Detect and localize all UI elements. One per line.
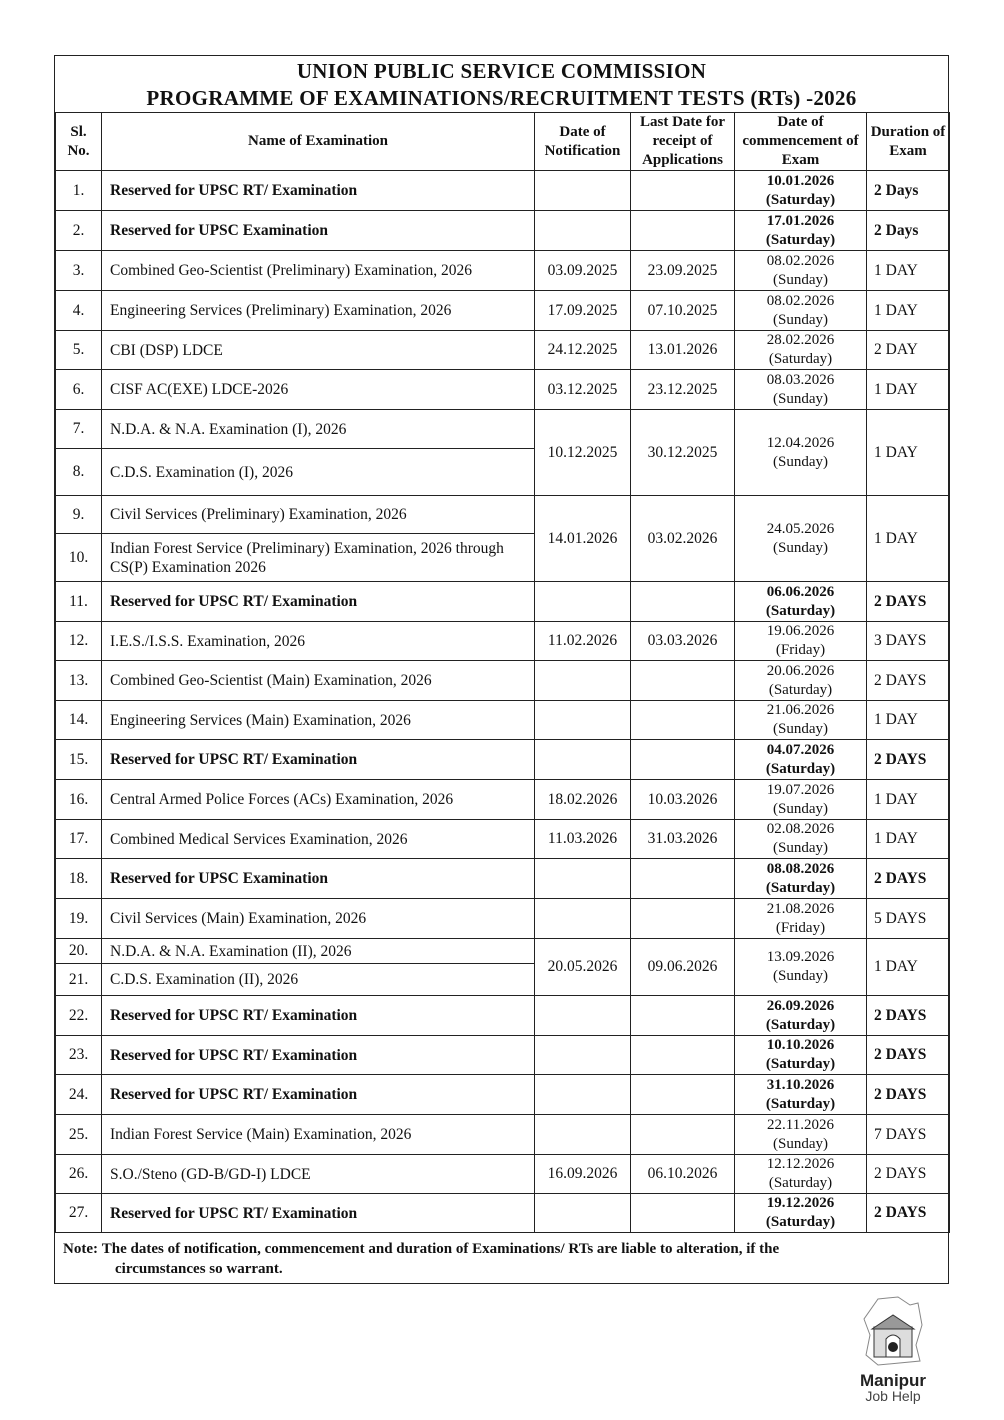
exam-duration: 2 DAY	[867, 331, 950, 370]
exam-name: S.O./Steno (GD-B/GD-I) LDCE	[102, 1155, 535, 1194]
exam-duration: 1 DAY	[867, 370, 950, 410]
header-commencement: Date of commencement of Exam	[735, 113, 867, 171]
exam-date: 19.12.2026	[766, 1195, 835, 1211]
serial-number: 22.	[56, 996, 102, 1036]
notification-date: 11.03.2026	[535, 820, 631, 859]
last-date	[631, 171, 735, 211]
exam-duration: 2 DAYS	[867, 1075, 950, 1115]
exam-date: 04.07.2026	[766, 741, 835, 758]
exam-date: 12.12.2026	[766, 1156, 835, 1172]
serial-number: 2.	[56, 211, 102, 251]
note	[55, 1233, 948, 1283]
notification-date: 11.02.2026	[535, 622, 631, 661]
notification-date: 24.12.2025	[535, 331, 631, 370]
exam-day: (Saturday)	[765, 231, 836, 248]
exam-duration: 2 DAYS	[867, 1194, 950, 1233]
commencement-date	[735, 859, 867, 899]
commencement-date	[735, 1115, 867, 1155]
exam-duration: 2 DAYS	[867, 1155, 950, 1194]
exam-day: (Saturday)	[768, 1175, 833, 1191]
exam-date: 20.06.2026	[766, 662, 835, 679]
serial-number: 27.	[56, 1194, 102, 1233]
exam-name: CISF AC(EXE) LDCE-2026	[102, 370, 535, 410]
exam-duration: 1 DAY	[867, 820, 950, 859]
commencement-date	[735, 996, 867, 1036]
exam-name: Reserved for UPSC Examination	[102, 859, 535, 899]
building-emblem-icon	[858, 1295, 928, 1367]
last-date: 06.10.2026	[631, 1155, 735, 1194]
exam-name: N.D.A. & N.A. Examination (II), 2026	[102, 939, 535, 964]
table-row	[56, 899, 950, 939]
commencement-date	[735, 1155, 867, 1194]
exam-duration: 2 Days	[867, 211, 950, 251]
commencement-date	[735, 410, 867, 496]
exam-date: 10.10.2026	[766, 1037, 835, 1053]
exam-day: (Sunday)	[773, 721, 828, 737]
exam-day: (Saturday)	[765, 879, 836, 896]
exam-name: CBI (DSP) LDCE	[102, 331, 535, 370]
exam-name: Engineering Services (Preliminary) Examination, 2026	[102, 291, 535, 331]
exam-day: (Saturday)	[765, 1056, 836, 1072]
table-row	[56, 701, 950, 740]
exam-date: 10.01.2026	[766, 172, 835, 189]
exam-name: Reserved for UPSC RT/ Examination	[102, 1075, 535, 1115]
last-date: 07.10.2025	[631, 291, 735, 331]
last-date: 30.12.2025	[631, 410, 735, 496]
serial-number: 8.	[56, 449, 102, 496]
notification-date: 20.05.2026	[535, 939, 631, 996]
table-row	[56, 251, 950, 291]
commencement-date	[735, 1036, 867, 1075]
commencement-date	[735, 171, 867, 211]
last-date	[631, 1036, 735, 1075]
exam-day: (Sunday)	[773, 1135, 828, 1152]
exam-programme-document	[54, 55, 949, 1284]
exam-date: 08.02.2026	[766, 252, 835, 269]
last-date	[631, 899, 735, 939]
exam-day: (Saturday)	[765, 1016, 836, 1033]
exam-name: Reserved for UPSC RT/ Examination	[102, 582, 535, 622]
serial-number: 19.	[56, 899, 102, 939]
notification-date: 16.09.2026	[535, 1155, 631, 1194]
table-row	[56, 291, 950, 331]
last-date	[631, 1194, 735, 1233]
exam-name: Reserved for UPSC Examination	[102, 211, 535, 251]
last-date	[631, 211, 735, 251]
exam-duration: 3 DAYS	[867, 622, 950, 661]
notification-date	[535, 171, 631, 211]
last-date	[631, 859, 735, 899]
exam-day: (Saturday)	[768, 681, 833, 698]
exam-duration: 1 DAY	[867, 410, 950, 496]
commencement-date	[735, 701, 867, 740]
exam-duration: 2 DAYS	[867, 582, 950, 622]
table-row	[56, 370, 950, 410]
last-date	[631, 996, 735, 1036]
exam-name: Indian Forest Service (Main) Examination, 2026	[102, 1115, 535, 1155]
notification-date: 18.02.2026	[535, 780, 631, 820]
exam-date: 26.09.2026	[766, 997, 835, 1014]
exam-name: Civil Services (Main) Examination, 2026	[102, 899, 535, 939]
note-text-line1: The dates of notification, commencement and duration of Examinations/ RTs are liable to alteration, if the	[101, 1241, 780, 1257]
exam-day: (Saturday)	[765, 191, 836, 208]
table-row	[56, 1155, 950, 1194]
table-row	[56, 939, 950, 964]
notification-date	[535, 740, 631, 780]
serial-number: 15.	[56, 740, 102, 780]
notification-date	[535, 859, 631, 899]
exam-date: 19.06.2026	[766, 623, 835, 639]
exam-date: 17.01.2026	[766, 212, 835, 229]
notification-date: 14.01.2026	[535, 496, 631, 582]
serial-number: 18.	[56, 859, 102, 899]
table-row	[56, 582, 950, 622]
notification-date: 10.12.2025	[535, 410, 631, 496]
header-last-date: Last Date for receipt of Applications	[631, 113, 735, 171]
exam-date: 28.02.2026	[766, 332, 835, 348]
note-label: Note:	[63, 1241, 98, 1257]
exam-day: (Saturday)	[765, 1214, 836, 1230]
exam-name: Combined Geo-Scientist (Preliminary) Examination, 2026	[102, 251, 535, 291]
exam-duration: 1 DAY	[867, 701, 950, 740]
exam-day: (Sunday)	[773, 453, 828, 470]
notification-date	[535, 661, 631, 701]
table-row	[56, 820, 950, 859]
last-date	[631, 701, 735, 740]
exam-day: (Friday)	[775, 642, 826, 658]
exam-name: Combined Geo-Scientist (Main) Examination, 2026	[102, 661, 535, 701]
serial-number: 23.	[56, 1036, 102, 1075]
exam-date: 22.11.2026	[767, 1116, 834, 1133]
serial-number: 9.	[56, 496, 102, 534]
exam-name: Combined Medical Services Examination, 2026	[102, 820, 535, 859]
table-row	[56, 1194, 950, 1233]
serial-number: 13.	[56, 661, 102, 701]
serial-number: 16.	[56, 780, 102, 820]
header-sl-no: Sl. No.	[56, 113, 102, 171]
last-date	[631, 1075, 735, 1115]
commencement-date	[735, 661, 867, 701]
exam-duration: 2 DAYS	[867, 740, 950, 780]
note-text-line2: circumstances so warrant.	[115, 1261, 283, 1277]
header-duration: Duration of Exam	[867, 113, 950, 171]
table-row	[56, 1075, 950, 1115]
notification-date	[535, 211, 631, 251]
serial-number: 21.	[56, 964, 102, 996]
serial-number: 3.	[56, 251, 102, 291]
commencement-date	[735, 740, 867, 780]
serial-number: 11.	[56, 582, 102, 622]
exam-name: Reserved for UPSC RT/ Examination	[102, 1036, 535, 1075]
exam-name: Reserved for UPSC RT/ Examination	[102, 740, 535, 780]
notification-date	[535, 1115, 631, 1155]
commencement-date	[735, 496, 867, 582]
notification-date: 17.09.2025	[535, 291, 631, 331]
table-row	[56, 661, 950, 701]
notification-date	[535, 701, 631, 740]
table-row	[56, 622, 950, 661]
document-title	[55, 56, 948, 112]
commencement-date	[735, 820, 867, 859]
commencement-date	[735, 291, 867, 331]
exam-duration: 1 DAY	[867, 291, 950, 331]
last-date: 31.03.2026	[631, 820, 735, 859]
exam-name: Reserved for UPSC RT/ Examination	[102, 996, 535, 1036]
table-row	[56, 780, 950, 820]
exam-duration: 2 DAYS	[867, 859, 950, 899]
exam-date: 31.10.2026	[766, 1076, 835, 1093]
exam-day: (Sunday)	[773, 968, 828, 984]
serial-number: 20.	[56, 939, 102, 964]
commencement-date	[735, 211, 867, 251]
exam-name: Indian Forest Service (Preliminary) Examination, 2026 through CS(P) Examination 2026	[102, 534, 535, 582]
commencement-date	[735, 331, 867, 370]
last-date	[631, 740, 735, 780]
exam-day: (Sunday)	[773, 840, 828, 856]
exam-name: I.E.S./I.S.S. Examination, 2026	[102, 622, 535, 661]
exam-day: (Saturday)	[765, 760, 836, 777]
table-row	[56, 859, 950, 899]
exam-name: C.D.S. Examination (I), 2026	[102, 449, 535, 496]
exam-day: (Saturday)	[765, 602, 836, 619]
exam-date: 08.02.2026	[766, 292, 835, 309]
notification-date	[535, 996, 631, 1036]
last-date: 13.01.2026	[631, 331, 735, 370]
manipur-job-help-logo	[848, 1295, 938, 1410]
serial-number: 4.	[56, 291, 102, 331]
serial-number: 26.	[56, 1155, 102, 1194]
exam-date: 06.06.2026	[766, 583, 835, 600]
notification-date	[535, 582, 631, 622]
table-row	[56, 740, 950, 780]
exam-day: (Sunday)	[773, 390, 828, 407]
notification-date: 03.09.2025	[535, 251, 631, 291]
exam-date: 24.05.2026	[766, 520, 835, 537]
serial-number: 17.	[56, 820, 102, 859]
exam-name: N.D.A. & N.A. Examination (I), 2026	[102, 410, 535, 449]
serial-number: 5.	[56, 331, 102, 370]
commencement-date	[735, 622, 867, 661]
serial-number: 24.	[56, 1075, 102, 1115]
notification-date	[535, 899, 631, 939]
exam-schedule-table	[55, 112, 950, 1233]
last-date: 23.09.2025	[631, 251, 735, 291]
notification-date	[535, 1194, 631, 1233]
exam-name: Reserved for UPSC RT/ Examination	[102, 171, 535, 211]
last-date: 03.02.2026	[631, 496, 735, 582]
exam-name: C.D.S. Examination (II), 2026	[102, 964, 535, 996]
serial-number: 1.	[56, 171, 102, 211]
exam-date: 13.09.2026	[766, 949, 835, 965]
serial-number: 10.	[56, 534, 102, 582]
last-date	[631, 582, 735, 622]
exam-day: (Sunday)	[773, 800, 828, 817]
exam-date: 08.08.2026	[766, 860, 835, 877]
table-row	[56, 331, 950, 370]
exam-name: Central Armed Police Forces (ACs) Examination, 2026	[102, 780, 535, 820]
exam-duration: 7 DAYS	[867, 1115, 950, 1155]
notification-date	[535, 1036, 631, 1075]
serial-number: 14.	[56, 701, 102, 740]
commencement-date	[735, 370, 867, 410]
commencement-date	[735, 939, 867, 996]
last-date: 23.12.2025	[631, 370, 735, 410]
exam-date: 02.08.2026	[766, 821, 835, 837]
title-commission: UNION PUBLIC SERVICE COMMISSION	[296, 59, 707, 83]
table-row	[56, 410, 950, 449]
last-date	[631, 661, 735, 701]
exam-day: (Sunday)	[773, 271, 828, 288]
exam-day: (Saturday)	[765, 1095, 836, 1112]
exam-duration: 2 DAYS	[867, 996, 950, 1036]
exam-date: 08.03.2026	[766, 371, 835, 388]
exam-duration: 1 DAY	[867, 496, 950, 582]
exam-name: Engineering Services (Main) Examination, 2026	[102, 701, 535, 740]
exam-duration: 5 DAYS	[867, 899, 950, 939]
header-notification: Date of Notification	[535, 113, 631, 171]
commencement-date	[735, 251, 867, 291]
logo-text-job-help: Job Help	[865, 1388, 921, 1404]
last-date: 10.03.2026	[631, 780, 735, 820]
table-row	[56, 211, 950, 251]
table-row	[56, 171, 950, 211]
notification-date: 03.12.2025	[535, 370, 631, 410]
table-row	[56, 1115, 950, 1155]
exam-date: 12.04.2026	[766, 434, 835, 451]
exam-duration: 1 DAY	[867, 780, 950, 820]
exam-duration: 1 DAY	[867, 939, 950, 996]
commencement-date	[735, 899, 867, 939]
exam-duration: 1 DAY	[867, 251, 950, 291]
table-row	[56, 1036, 950, 1075]
exam-duration: 2 DAYS	[867, 1036, 950, 1075]
exam-day: (Saturday)	[768, 351, 833, 367]
commencement-date	[735, 780, 867, 820]
table-row	[56, 496, 950, 534]
serial-number: 12.	[56, 622, 102, 661]
exam-date: 19.07.2026	[766, 781, 835, 798]
commencement-date	[735, 1075, 867, 1115]
exam-day: (Friday)	[775, 919, 826, 936]
last-date	[631, 1115, 735, 1155]
notification-date	[535, 1075, 631, 1115]
exam-duration: 2 DAYS	[867, 661, 950, 701]
serial-number: 6.	[56, 370, 102, 410]
exam-name: Reserved for UPSC RT/ Examination	[102, 1194, 535, 1233]
commencement-date	[735, 1194, 867, 1233]
exam-date: 21.06.2026	[766, 702, 835, 718]
exam-day: (Sunday)	[773, 311, 828, 328]
header-name: Name of Examination	[102, 113, 535, 171]
commencement-date	[735, 582, 867, 622]
title-programme: PROGRAMME OF EXAMINATIONS/RECRUITMENT TESTS (RTs) -2026	[146, 86, 857, 110]
logo-text-manipur: Manipur	[859, 1371, 927, 1390]
table-header-row	[56, 113, 950, 171]
serial-number: 7.	[56, 410, 102, 449]
exam-date: 21.08.2026	[766, 900, 835, 917]
last-date: 03.03.2026	[631, 622, 735, 661]
exam-day: (Sunday)	[773, 539, 828, 556]
exam-name: Civil Services (Preliminary) Examination, 2026	[102, 496, 535, 534]
last-date: 09.06.2026	[631, 939, 735, 996]
exam-duration: 2 Days	[867, 171, 950, 211]
serial-number: 25.	[56, 1115, 102, 1155]
table-row	[56, 996, 950, 1036]
